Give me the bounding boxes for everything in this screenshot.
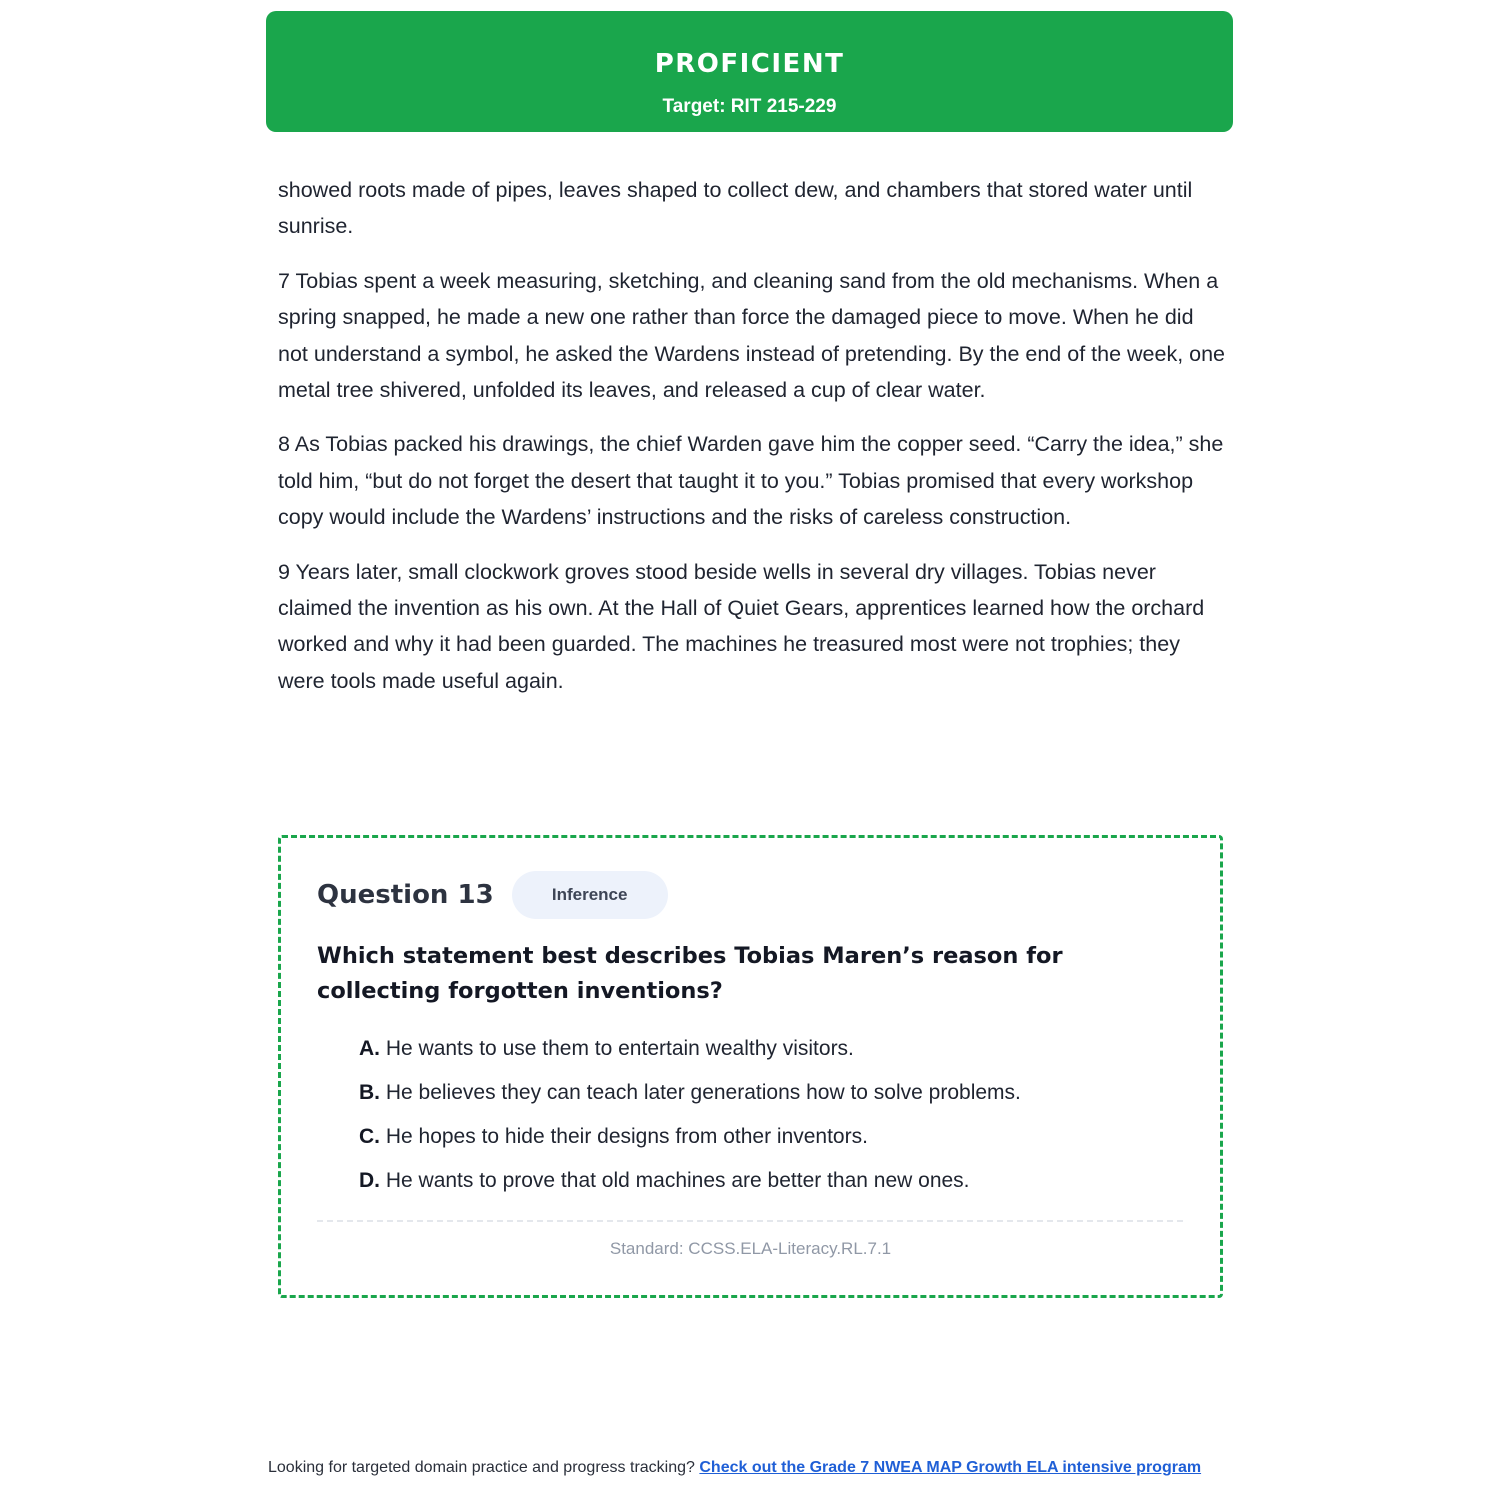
option-letter: C. — [359, 1125, 380, 1148]
answer-option-b[interactable] — [359, 1071, 1021, 1115]
card-divider — [317, 1220, 1183, 1222]
option-letter: D. — [359, 1169, 380, 1192]
promo-footer — [268, 1457, 1201, 1479]
option-text: He believes they can teach later generations how to solve problems. — [385, 1081, 1021, 1104]
question-number: Question 13 — [317, 880, 494, 910]
banner-title: PROFICIENT — [654, 49, 845, 79]
level-banner — [266, 11, 1233, 132]
option-letter: A. — [359, 1037, 380, 1060]
answer-option-a[interactable] — [359, 1027, 1021, 1071]
program-link[interactable]: Check out the Grade 7 NWEA MAP Growth ELA intensive program — [699, 1459, 1202, 1476]
passage-paragraph: 9 Years later, small clockwork groves stood beside wells in several dry villages. Tobias never claimed the invention as his own. At the Hall of Quiet Gears, apprentices learned how the orchard worked and why it had been guarded. The machines he treasured most were not trophies; they were tools made useful again. — [278, 559, 1205, 693]
answer-option-c[interactable] — [359, 1115, 1021, 1159]
standard-label: Standard: CCSS.ELA-Literacy.RL.7.1 — [609, 1239, 892, 1258]
question-header — [317, 870, 668, 920]
option-letter: B. — [359, 1081, 380, 1104]
passage-paragraph: 7 Tobias spent a week measuring, sketching, and cleaning sand from the old mechanisms. When a spring snapped, he made a new one rather than force the damaged piece to move. When he did not understand a symbol, he asked the Wardens instead of pretending. By the end of the week, one metal tree shivered, unfolded its leaves, and released a cup of clear water. — [278, 268, 1226, 403]
option-text: He hopes to hide their designs from other inventors. — [385, 1125, 868, 1148]
footer-text: Looking for targeted domain practice and progress tracking? — [268, 1459, 695, 1476]
question-prompt: Which statement best describes Tobias Maren’s reason for collecting forgotten inventions? — [317, 943, 1063, 1004]
passage-paragraph: 8 As Tobias packed his drawings, the chief Warden gave him the copper seed. “Carry the idea,” she told him, “but do not forget the desert that taught it to you.” Tobias promised that every workshop copy would include the Wardens’ instructions and the risks of careless construction. — [278, 432, 1224, 530]
question-skill-badge: Inference — [512, 871, 668, 919]
option-text: He wants to prove that old machines are better than new ones. — [385, 1169, 970, 1192]
answer-options — [359, 1027, 1021, 1203]
question-card — [278, 835, 1223, 1298]
answer-option-d[interactable] — [359, 1159, 1021, 1203]
option-text: He wants to use them to entertain wealthy visitors. — [385, 1037, 854, 1060]
passage-paragraph: showed roots made of pipes, leaves shaped to collect dew, and chambers that stored water until sunrise. — [278, 178, 1193, 239]
banner-target: Target: RIT 215-229 — [662, 96, 837, 117]
reading-passage — [278, 172, 1228, 717]
